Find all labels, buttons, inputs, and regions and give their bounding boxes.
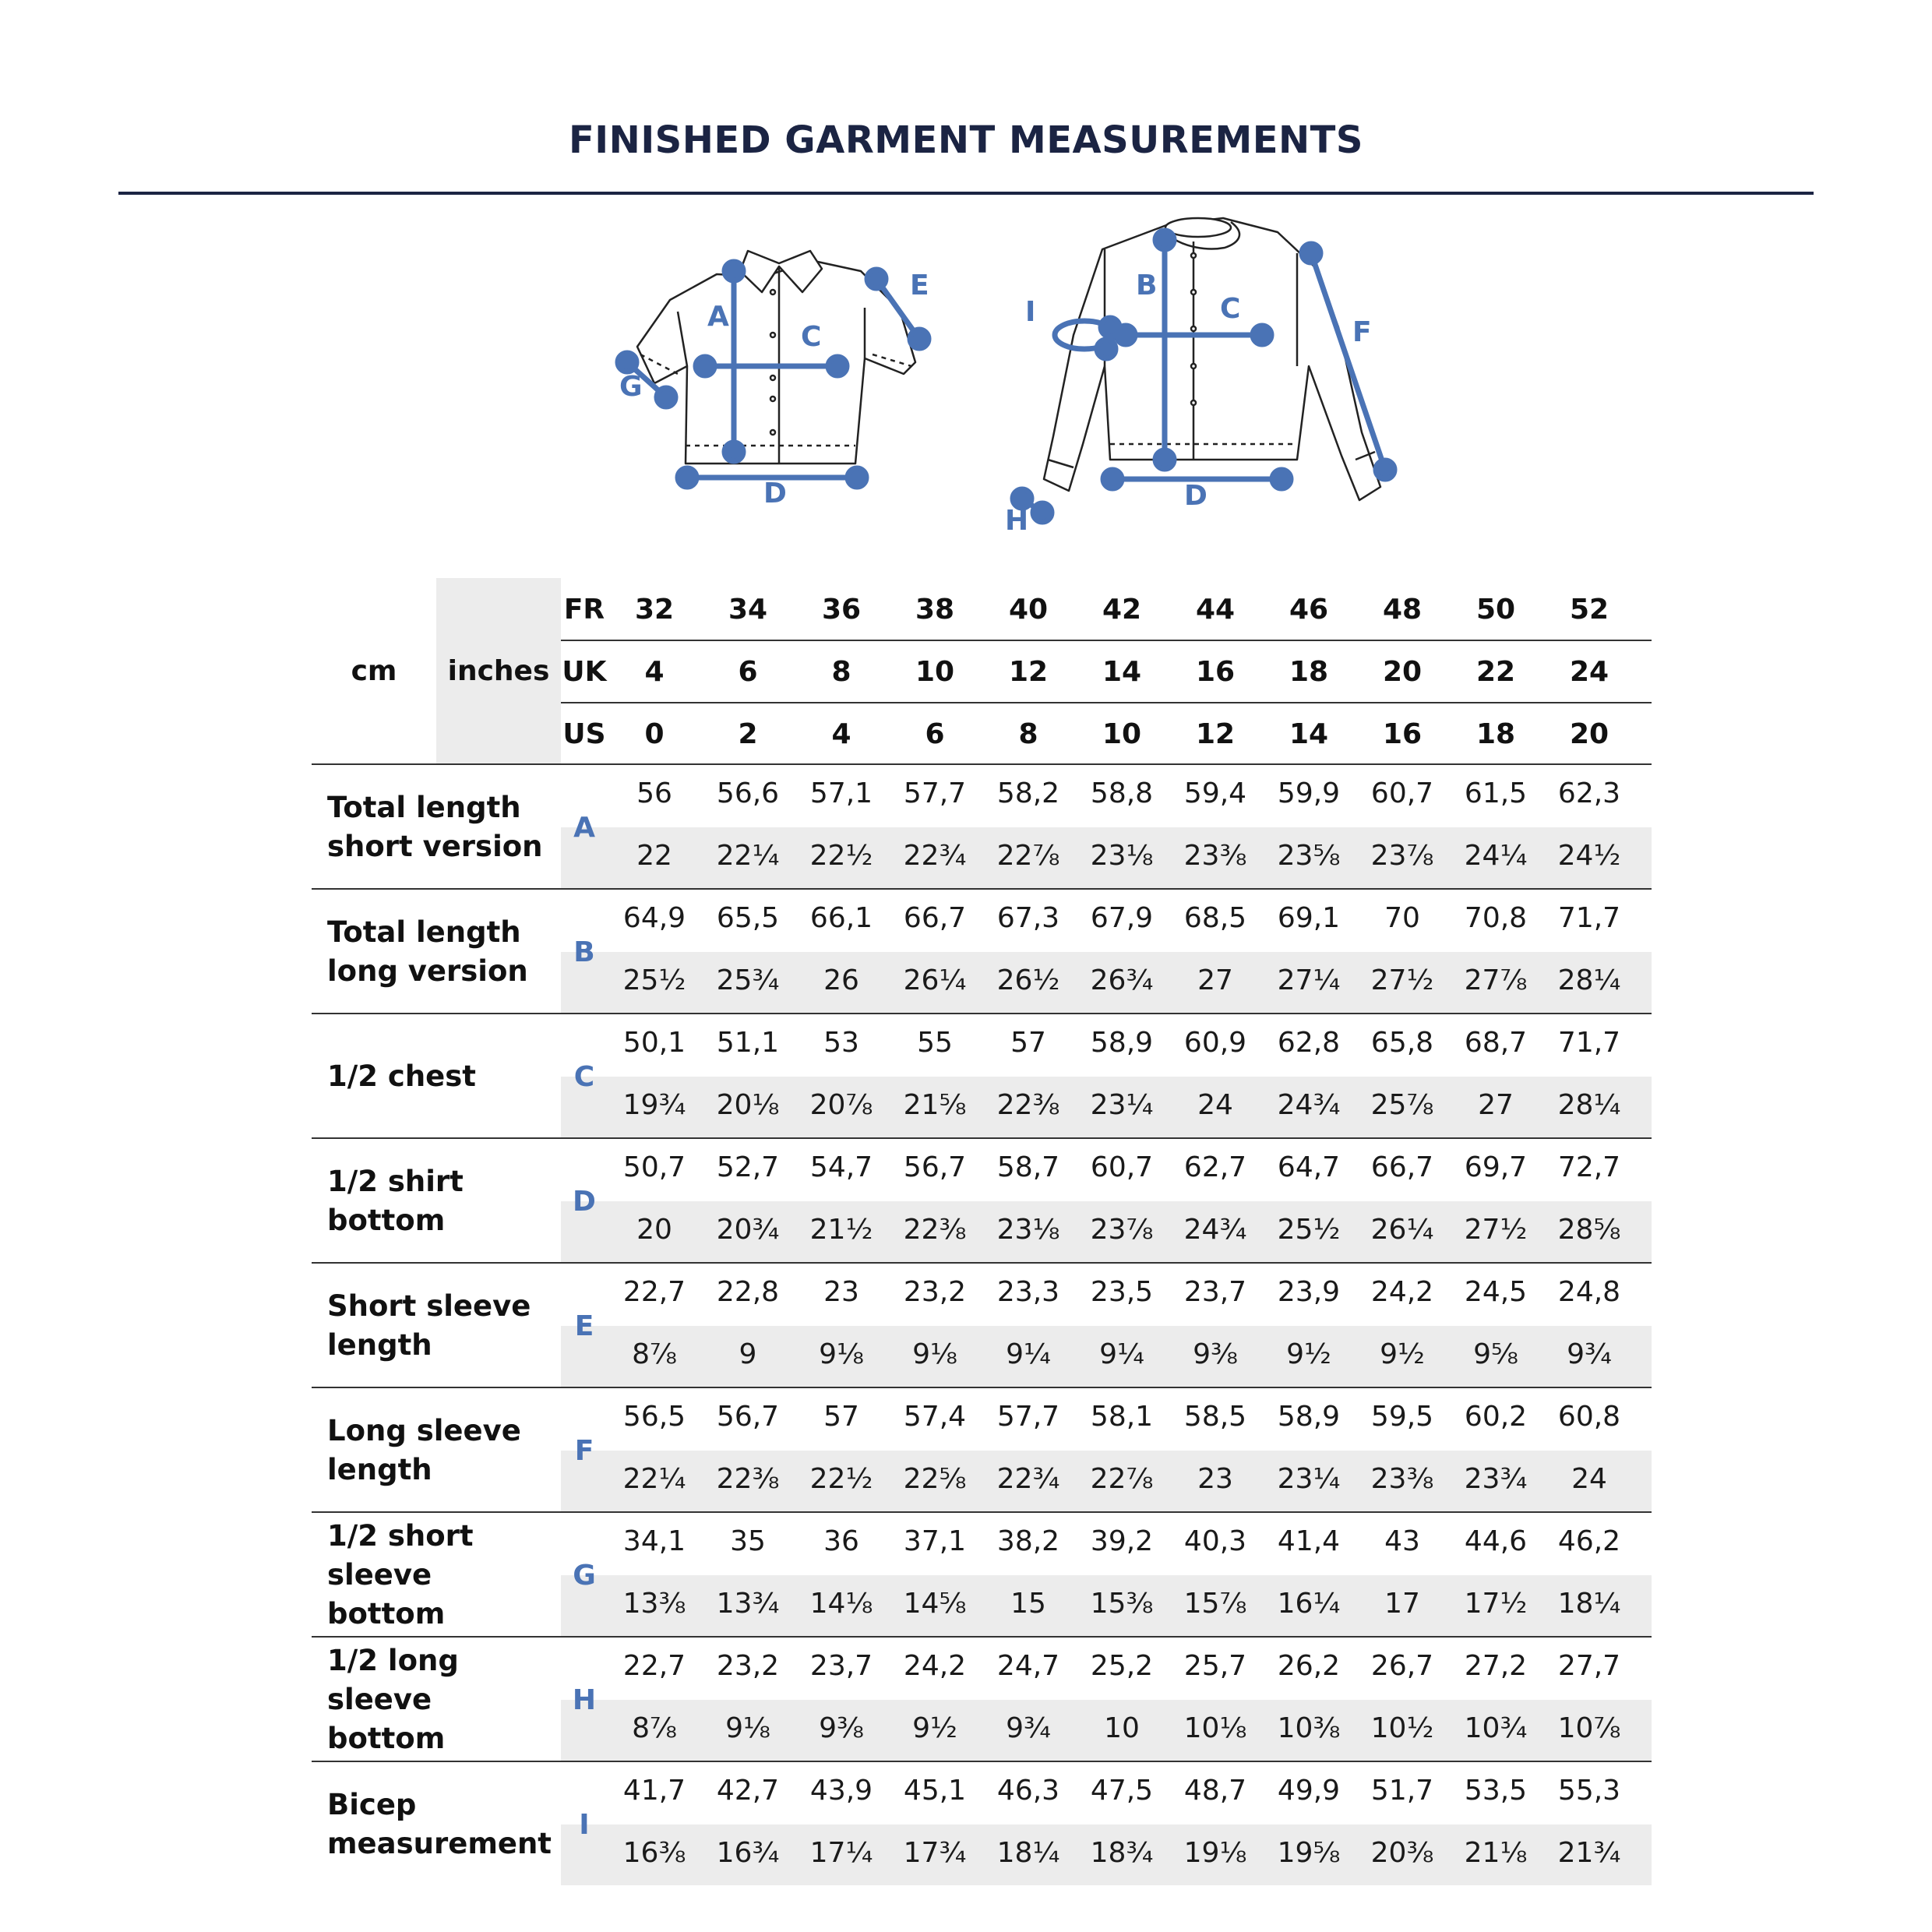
- cm-value-cell: 42,7: [716, 1774, 780, 1807]
- inch-value-cell: 16¾: [716, 1836, 780, 1869]
- cm-value-cell: 58,9: [1090, 1026, 1154, 1059]
- cm-value-cell: 23,9: [1277, 1275, 1341, 1308]
- cm-value-cell: 59,4: [1183, 777, 1247, 809]
- size-header-cell: 0: [644, 717, 665, 750]
- size-header-cell: 16: [1382, 717, 1423, 750]
- size-header-cell: 8: [1018, 717, 1038, 750]
- inch-value-cell: 27⅞: [1464, 964, 1528, 996]
- inch-value-cell: 9½: [1380, 1338, 1425, 1370]
- size-header-cell: 32: [634, 593, 675, 626]
- measurement-label-line: short version: [327, 830, 543, 863]
- long-sleeve-shirt-illustration: [1044, 218, 1380, 500]
- cm-value-cell: 55: [917, 1026, 953, 1059]
- cm-value-cell: 59,9: [1277, 777, 1341, 809]
- measurement-label-line: Long sleeve: [327, 1414, 521, 1447]
- size-header-cell: 48: [1382, 593, 1423, 626]
- inch-value-cell: 14⅛: [809, 1587, 873, 1620]
- inch-value-cell: 24: [1197, 1088, 1233, 1121]
- inch-value-cell: 17½: [1464, 1587, 1528, 1620]
- size-header-cell: 2: [738, 717, 758, 750]
- inch-value-cell: 25⅞: [1370, 1088, 1434, 1121]
- inch-value-cell: 15⅜: [1090, 1587, 1154, 1620]
- inch-value-cell: 9⅝: [1473, 1338, 1518, 1370]
- inch-value-cell: 20¾: [716, 1213, 780, 1246]
- measurement-label-line: 1/2 long sleeve: [327, 1644, 459, 1716]
- cm-value-cell: 57,1: [809, 777, 873, 809]
- measurement-label-line: bottom: [327, 1204, 446, 1237]
- size-system-fr: FR: [563, 593, 605, 626]
- measurement-label-line: 1/2 short: [327, 1519, 474, 1553]
- measurement-letter: C: [573, 1060, 595, 1093]
- inch-value-cell: 27: [1197, 964, 1233, 996]
- size-header-cell: 34: [728, 593, 768, 626]
- cm-value-cell: 53,5: [1464, 1774, 1528, 1807]
- cm-value-cell: 46,2: [1557, 1525, 1621, 1557]
- inch-value-cell: 8⅞: [632, 1338, 677, 1370]
- diagram-label-d-short: D: [763, 478, 787, 509]
- diagram-label-c-short: C: [801, 321, 822, 353]
- cm-value-cell: 23,7: [809, 1649, 873, 1682]
- inch-value-cell: 21½: [809, 1213, 873, 1246]
- inch-value-cell: 22¼: [622, 1462, 686, 1495]
- inch-value-cell: 19⅝: [1277, 1836, 1341, 1869]
- cm-value-cell: 36: [823, 1525, 859, 1557]
- cm-value-cell: 68,5: [1183, 901, 1247, 934]
- measurement-letter: F: [574, 1434, 594, 1467]
- cm-value-cell: 39,2: [1090, 1525, 1154, 1557]
- inch-value-cell: 13¾: [716, 1587, 780, 1620]
- cm-value-cell: 43: [1384, 1525, 1420, 1557]
- size-header-cell: 10: [1102, 717, 1142, 750]
- inch-value-cell: 17: [1384, 1587, 1420, 1620]
- inch-value-cell: 19¾: [622, 1088, 686, 1121]
- measurement-label-line: bottom: [327, 1722, 446, 1755]
- diagram-label-i: I: [1025, 296, 1036, 328]
- measurement-label: [327, 1014, 553, 1139]
- inch-value-cell: 18¼: [996, 1836, 1060, 1869]
- inch-value-cell: 10½: [1370, 1712, 1434, 1744]
- cm-value-cell: 72,7: [1557, 1151, 1621, 1183]
- cm-value-cell: 41,7: [622, 1774, 686, 1807]
- inch-value-cell: 22⅜: [996, 1088, 1060, 1121]
- cm-value-cell: 38,2: [996, 1525, 1060, 1557]
- measurement-label-line: measurement: [327, 1827, 552, 1860]
- inch-value-cell: 16⅜: [622, 1836, 686, 1869]
- size-system-uk: UK: [562, 655, 607, 688]
- cm-value-cell: 55,3: [1557, 1774, 1621, 1807]
- cm-value-cell: 23,5: [1090, 1275, 1154, 1308]
- inch-value-cell: 16¼: [1277, 1587, 1341, 1620]
- inch-value-cell: 10¾: [1464, 1712, 1528, 1744]
- inch-value-cell: 8⅞: [632, 1712, 677, 1744]
- cm-value-cell: 23,2: [716, 1649, 780, 1682]
- cm-value-cell: 23: [823, 1275, 859, 1308]
- cm-value-cell: 58,7: [996, 1151, 1060, 1183]
- inch-value-cell: 23⅜: [1370, 1462, 1434, 1495]
- inch-value-cell: 22⅞: [996, 839, 1060, 872]
- inch-value-cell: 15: [1010, 1587, 1046, 1620]
- size-header-cell: 20: [1569, 717, 1609, 750]
- cm-value-cell: 64,9: [622, 901, 686, 934]
- cm-value-cell: 69,7: [1464, 1151, 1528, 1183]
- cm-value-cell: 43,9: [809, 1774, 873, 1807]
- inch-value-cell: 10⅜: [1277, 1712, 1341, 1744]
- inch-value-cell: 24: [1571, 1462, 1607, 1495]
- cm-value-cell: 70: [1384, 901, 1420, 934]
- cm-value-cell: 57: [1010, 1026, 1046, 1059]
- inch-value-cell: 24¾: [1183, 1213, 1247, 1246]
- inch-value-cell: 26¼: [1370, 1213, 1434, 1246]
- cm-value-cell: 65,8: [1370, 1026, 1434, 1059]
- cm-value-cell: 22,8: [716, 1275, 780, 1308]
- measurement-label-line: Short sleeve: [327, 1289, 531, 1323]
- cm-value-cell: 46,3: [996, 1774, 1060, 1807]
- inch-value-cell: 20: [636, 1213, 672, 1246]
- diagram-label-e: E: [910, 270, 929, 301]
- measurement-label-line: Total length: [327, 791, 521, 824]
- cm-value-cell: 57,7: [996, 1400, 1060, 1433]
- inch-value-cell: 23¼: [1090, 1088, 1154, 1121]
- cm-value-cell: 49,9: [1277, 1774, 1341, 1807]
- inch-value-cell: 21⅝: [903, 1088, 967, 1121]
- inch-value-cell: 19⅛: [1183, 1836, 1247, 1869]
- diagram-label-d-long: D: [1184, 480, 1208, 512]
- inch-value-cell: 22¼: [716, 839, 780, 872]
- inch-value-cell: 22½: [809, 839, 873, 872]
- cm-value-cell: 61,5: [1464, 777, 1528, 809]
- cm-value-cell: 57: [823, 1400, 859, 1433]
- inch-value-cell: 22⅜: [716, 1462, 780, 1495]
- cm-value-cell: 69,1: [1277, 901, 1341, 934]
- cm-value-cell: 68,7: [1464, 1026, 1528, 1059]
- inch-value-cell: 26¼: [903, 964, 967, 996]
- cm-value-cell: 60,2: [1464, 1400, 1528, 1433]
- cm-value-cell: 67,9: [1090, 901, 1154, 934]
- inch-value-cell: 9¼: [1006, 1338, 1051, 1370]
- measurement-letter: G: [573, 1559, 596, 1592]
- cm-value-cell: 66,7: [1370, 1151, 1434, 1183]
- measurement-label-line: long version: [327, 954, 528, 988]
- cm-value-cell: 62,7: [1183, 1151, 1247, 1183]
- inch-value-cell: 22¾: [996, 1462, 1060, 1495]
- size-header-cell: 14: [1289, 717, 1329, 750]
- inch-value-cell: 27: [1478, 1088, 1514, 1121]
- size-system-us: US: [562, 717, 606, 750]
- cm-value-cell: 62,3: [1557, 777, 1621, 809]
- inch-value-cell: 28⅝: [1557, 1213, 1621, 1246]
- measurement-label: [327, 1139, 553, 1264]
- measurement-label: [327, 1513, 553, 1638]
- size-header-cell: 22: [1475, 655, 1516, 688]
- size-header-cell: 18: [1289, 655, 1329, 688]
- measurement-label-line: Bicep: [327, 1788, 417, 1821]
- cm-value-cell: 58,8: [1090, 777, 1154, 809]
- inch-value-cell: 9⅛: [819, 1338, 864, 1370]
- inch-value-cell: 9: [739, 1338, 757, 1370]
- size-header-cell: 8: [831, 655, 851, 688]
- measurement-label: [327, 765, 553, 890]
- cm-value-cell: 51,1: [716, 1026, 780, 1059]
- inch-value-cell: 25¾: [716, 964, 780, 996]
- inch-value-cell: 20⅛: [716, 1088, 780, 1121]
- cm-value-cell: 45,1: [903, 1774, 967, 1807]
- cm-value-cell: 54,7: [809, 1151, 873, 1183]
- measurement-label-line: 1/2 shirt: [327, 1165, 464, 1198]
- inch-value-cell: 23: [1197, 1462, 1233, 1495]
- page-title: FINISHED GARMENT MEASUREMENTS: [569, 118, 1363, 162]
- size-header-cell: 4: [644, 655, 665, 688]
- cm-value-cell: 65,5: [716, 901, 780, 934]
- size-header-cell: 6: [925, 717, 945, 750]
- size-header-cell: 52: [1569, 593, 1609, 626]
- inches-unit-label: inches: [447, 654, 550, 687]
- inch-value-cell: 18¾: [1090, 1836, 1154, 1869]
- measurement-letter: E: [574, 1310, 594, 1342]
- size-header-cell: 42: [1102, 593, 1142, 626]
- cm-value-cell: 60,7: [1090, 1151, 1154, 1183]
- inch-value-cell: 21⅛: [1464, 1836, 1528, 1869]
- inch-value-cell: 27½: [1464, 1213, 1528, 1246]
- inch-value-cell: 23⅛: [996, 1213, 1060, 1246]
- diagram-label-c-long: C: [1220, 293, 1241, 325]
- cm-value-cell: 22,7: [622, 1275, 686, 1308]
- cm-value-cell: 58,1: [1090, 1400, 1154, 1433]
- measurement-table: [312, 578, 1652, 1876]
- cm-value-cell: 64,7: [1277, 1151, 1341, 1183]
- measurement-label: [327, 1762, 553, 1887]
- inch-value-cell: 24¾: [1277, 1088, 1341, 1121]
- inch-value-cell: 22¾: [903, 839, 967, 872]
- inch-value-cell: 28¼: [1557, 1088, 1621, 1121]
- measurement-label: [327, 1264, 553, 1388]
- size-header-cell: 12: [1195, 717, 1236, 750]
- inch-value-cell: 15⅞: [1183, 1587, 1247, 1620]
- inch-value-cell: 9½: [912, 1712, 957, 1744]
- measurement-label-line: sleeve bottom: [327, 1558, 446, 1631]
- measurement-label-line: length: [327, 1453, 432, 1486]
- cm-value-cell: 24,2: [1370, 1275, 1434, 1308]
- inch-value-cell: 9⅜: [1193, 1338, 1238, 1370]
- cm-value-cell: 56,5: [622, 1400, 686, 1433]
- inch-value-cell: 22: [636, 839, 672, 872]
- inch-value-cell: 9¾: [1006, 1712, 1051, 1744]
- cm-value-cell: 24,7: [996, 1649, 1060, 1682]
- cm-value-cell: 23,3: [996, 1275, 1060, 1308]
- cm-value-cell: 24,8: [1557, 1275, 1621, 1308]
- cm-value-cell: 26,2: [1277, 1649, 1341, 1682]
- size-header-cell: 10: [915, 655, 955, 688]
- cm-value-cell: 66,1: [809, 901, 873, 934]
- diagram-label-f: F: [1352, 316, 1372, 348]
- measurement-label: [327, 1638, 553, 1762]
- cm-value-cell: 35: [730, 1525, 766, 1557]
- cm-unit-label: cm: [351, 654, 397, 687]
- size-header-cell: 18: [1475, 717, 1516, 750]
- inch-value-cell: 25½: [622, 964, 686, 996]
- inch-value-cell: 21¾: [1557, 1836, 1621, 1869]
- inch-value-cell: 23⅞: [1090, 1213, 1154, 1246]
- inch-value-cell: 27½: [1370, 964, 1434, 996]
- garment-diagram: [0, 0, 1932, 561]
- inch-value-cell: 9¾: [1567, 1338, 1612, 1370]
- size-header-cell: 46: [1289, 593, 1329, 626]
- measurement-letter: B: [573, 936, 595, 968]
- cm-value-cell: 41,4: [1277, 1525, 1341, 1557]
- size-header-cell: 14: [1102, 655, 1142, 688]
- cm-value-cell: 60,7: [1370, 777, 1434, 809]
- measurement-letter: D: [573, 1185, 596, 1218]
- inch-value-cell: 18¼: [1557, 1587, 1621, 1620]
- cm-value-cell: 57,7: [903, 777, 967, 809]
- cm-value-cell: 71,7: [1557, 1026, 1621, 1059]
- inch-value-cell: 10⅞: [1557, 1712, 1621, 1744]
- inch-value-cell: 23⅝: [1277, 839, 1341, 872]
- size-header-cell: 38: [915, 593, 955, 626]
- cm-value-cell: 50,1: [622, 1026, 686, 1059]
- inch-value-cell: 22⅝: [903, 1462, 967, 1495]
- inch-value-cell: 25½: [1277, 1213, 1341, 1246]
- cm-value-cell: 56,6: [716, 777, 780, 809]
- inch-value-cell: 26½: [996, 964, 1060, 996]
- cm-value-cell: 58,2: [996, 777, 1060, 809]
- inch-value-cell: 13⅜: [622, 1587, 686, 1620]
- cm-value-cell: 60,8: [1557, 1400, 1621, 1433]
- inch-value-cell: 17¼: [809, 1836, 873, 1869]
- inch-value-cell: 26¾: [1090, 964, 1154, 996]
- inch-value-cell: 23¼: [1277, 1462, 1341, 1495]
- cm-value-cell: 56: [636, 777, 672, 809]
- measurement-label: [327, 1388, 553, 1513]
- measurement-label-line: 1/2 chest: [327, 1059, 476, 1093]
- cm-value-cell: 37,1: [903, 1525, 967, 1557]
- cm-value-cell: 60,9: [1183, 1026, 1247, 1059]
- size-header-cell: 44: [1195, 593, 1236, 626]
- cm-value-cell: 58,5: [1183, 1400, 1247, 1433]
- cm-value-cell: 22,7: [622, 1649, 686, 1682]
- cm-value-cell: 40,3: [1183, 1525, 1247, 1557]
- inch-value-cell: 23⅞: [1370, 839, 1434, 872]
- cm-value-cell: 56,7: [903, 1151, 967, 1183]
- cm-value-cell: 27,7: [1557, 1649, 1621, 1682]
- inch-value-cell: 22⅜: [903, 1213, 967, 1246]
- cm-value-cell: 26,7: [1370, 1649, 1434, 1682]
- cm-value-cell: 25,7: [1183, 1649, 1247, 1682]
- cm-value-cell: 48,7: [1183, 1774, 1247, 1807]
- cm-value-cell: 27,2: [1464, 1649, 1528, 1682]
- inch-value-cell: 14⅝: [903, 1587, 967, 1620]
- measurement-letter: A: [573, 811, 595, 844]
- cm-value-cell: 53: [823, 1026, 859, 1059]
- cm-value-cell: 47,5: [1090, 1774, 1154, 1807]
- size-header-cell: 50: [1475, 593, 1516, 626]
- inch-value-cell: 20⅞: [809, 1088, 873, 1121]
- inch-value-cell: 10: [1104, 1712, 1140, 1744]
- size-header-cell: 24: [1569, 655, 1609, 688]
- cm-value-cell: 23,7: [1183, 1275, 1247, 1308]
- inch-value-cell: 28¼: [1557, 964, 1621, 996]
- inch-value-cell: 9½: [1286, 1338, 1331, 1370]
- size-header-cell: 4: [831, 717, 851, 750]
- size-header-cell: 6: [738, 655, 758, 688]
- inch-value-cell: 23⅛: [1090, 839, 1154, 872]
- cm-value-cell: 24,5: [1464, 1275, 1528, 1308]
- inch-value-cell: 27¼: [1277, 964, 1341, 996]
- diagram-label-g: G: [619, 371, 643, 403]
- inch-value-cell: 24½: [1557, 839, 1621, 872]
- inch-value-cell: 23¾: [1464, 1462, 1528, 1495]
- cm-value-cell: 25,2: [1090, 1649, 1154, 1682]
- size-header-cell: 36: [821, 593, 862, 626]
- measurement-label-line: Total length: [327, 915, 521, 949]
- inch-value-cell: 26: [823, 964, 859, 996]
- diagram-label-h: H: [1005, 505, 1029, 537]
- cm-value-cell: 66,7: [903, 901, 967, 934]
- inch-value-cell: 17¾: [903, 1836, 967, 1869]
- cm-value-cell: 71,7: [1557, 901, 1621, 934]
- cm-value-cell: 58,9: [1277, 1400, 1341, 1433]
- cm-value-cell: 52,7: [716, 1151, 780, 1183]
- inch-value-cell: 9⅛: [912, 1338, 957, 1370]
- cm-value-cell: 24,2: [903, 1649, 967, 1682]
- inch-value-cell: 10⅛: [1183, 1712, 1247, 1744]
- measurement-label-line: length: [327, 1328, 432, 1362]
- size-header-cell: 40: [1008, 593, 1049, 626]
- cm-value-cell: 44,6: [1464, 1525, 1528, 1557]
- cm-value-cell: 50,7: [622, 1151, 686, 1183]
- inch-value-cell: 20⅜: [1370, 1836, 1434, 1869]
- cm-value-cell: 67,3: [996, 901, 1060, 934]
- inch-value-cell: 22⅞: [1090, 1462, 1154, 1495]
- diagram-label-b: B: [1136, 270, 1158, 301]
- measurement-letter: H: [572, 1683, 597, 1716]
- diagram-label-a: A: [707, 301, 729, 333]
- inch-value-cell: 24¼: [1464, 839, 1528, 872]
- cm-value-cell: 34,1: [622, 1525, 686, 1557]
- cm-value-cell: 56,7: [716, 1400, 780, 1433]
- cm-value-cell: 62,8: [1277, 1026, 1341, 1059]
- inch-value-cell: 22½: [809, 1462, 873, 1495]
- measurement-label: [327, 890, 553, 1014]
- cm-value-cell: 23,2: [903, 1275, 967, 1308]
- size-header-cell: 20: [1382, 655, 1423, 688]
- size-header-cell: 12: [1008, 655, 1049, 688]
- measurement-letter: I: [579, 1808, 590, 1841]
- cm-value-cell: 59,5: [1370, 1400, 1434, 1433]
- cm-value-cell: 51,7: [1370, 1774, 1434, 1807]
- inch-value-cell: 23⅜: [1183, 839, 1247, 872]
- inch-value-cell: 9¼: [1099, 1338, 1144, 1370]
- inch-value-cell: 9⅛: [725, 1712, 770, 1744]
- size-header-cell: 16: [1195, 655, 1236, 688]
- inch-value-cell: 9⅜: [819, 1712, 864, 1744]
- cm-value-cell: 57,4: [903, 1400, 967, 1433]
- cm-value-cell: 70,8: [1464, 901, 1528, 934]
